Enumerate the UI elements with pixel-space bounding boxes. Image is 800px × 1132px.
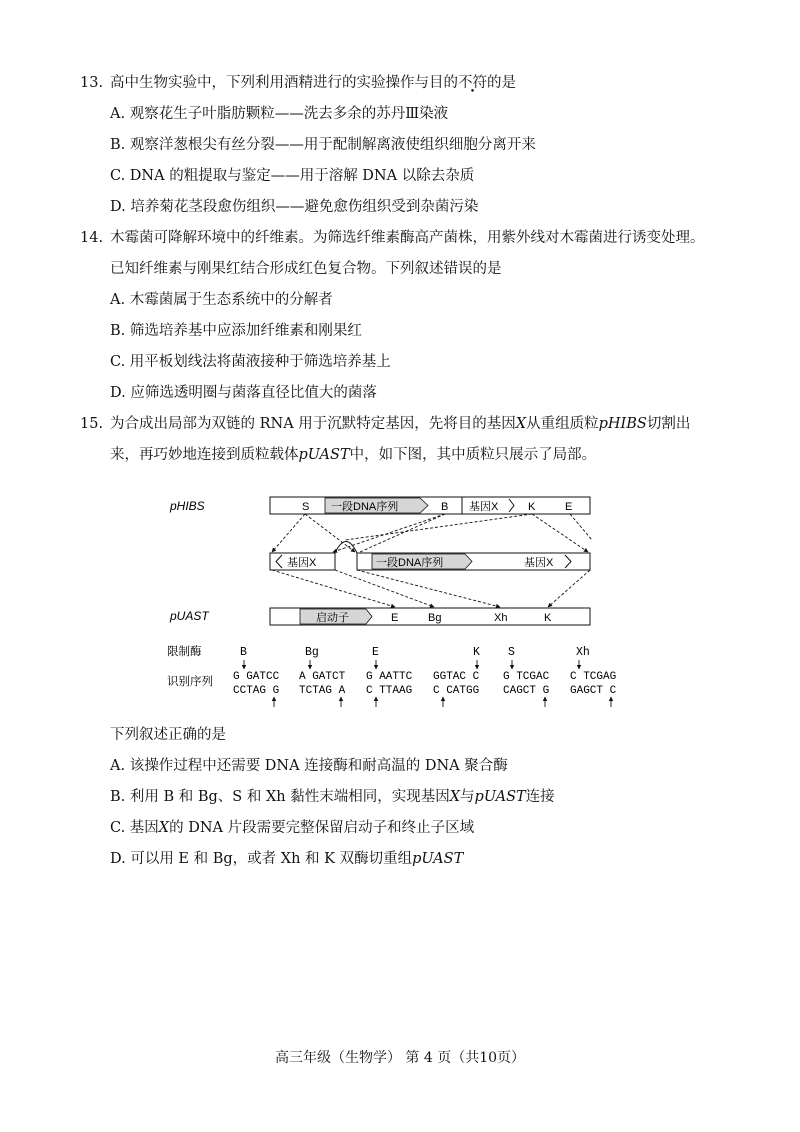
q14-option-c	[110, 352, 391, 372]
q15-option-d	[110, 849, 463, 869]
q14-option-b	[110, 321, 362, 341]
mid-seq-label: 一段DNA序列	[376, 557, 444, 569]
option-label: B.	[110, 137, 126, 153]
option-label: A.	[110, 106, 126, 122]
q14-stem-end: 的是	[472, 261, 502, 277]
option-label: C.	[110, 354, 126, 370]
option-label: D.	[110, 385, 126, 401]
option-label: D.	[110, 199, 126, 215]
stem-part: 来，再巧妙地连接到质粒载体	[110, 447, 299, 463]
option-text: 该操作过程中还需要 DNA 连接酶和耐高温的 DNA 聚合酶	[129, 758, 508, 774]
enzyme-name-k: K	[473, 646, 480, 659]
option-text: 基因	[129, 820, 159, 836]
stem-part: 为合成出局部为双链的 RNA 用于沉默特定基因，先将目的基因	[110, 416, 516, 432]
q13-option-d	[110, 197, 478, 217]
enzyme-table	[233, 646, 617, 707]
phibs-label: pHIBS	[170, 499, 205, 513]
promoter-label: 启动子	[316, 612, 349, 624]
enzyme-seq-top-xh: C TCGAG	[570, 671, 617, 683]
phibs-site-s: S	[302, 501, 310, 513]
option-label: B.	[110, 323, 126, 339]
option-text: 连接	[525, 789, 555, 805]
option-text: 筛选培养基中应添加纤维素和刚果红	[129, 323, 362, 339]
q14-stem-part: 已知纤维素与刚果红结合形成红色复合物。下列叙述	[110, 261, 444, 277]
phibs-site-k: K	[528, 501, 536, 513]
enzyme-seq-top-s: G TCGAC	[503, 671, 550, 683]
phibs-gene-label: 基因X	[469, 501, 499, 513]
puast-site-e: E	[391, 612, 399, 624]
enzyme-seq-bottom-k: C CATGG	[433, 685, 480, 697]
mid-right-gene-label: 基因X	[524, 557, 554, 569]
q13-option-c	[110, 166, 474, 186]
stem-italic: pUAST	[298, 447, 350, 463]
plasmid-diagram	[0, 480, 800, 720]
stem-part: 中，如下图，其中质粒只展示了局部。	[349, 447, 597, 463]
enzyme-seq-bottom-bg: TCTAG A	[299, 685, 346, 697]
phibs-bar	[270, 497, 590, 514]
q14-number: 14.	[80, 230, 104, 246]
enzyme-name-b: B	[240, 646, 247, 659]
q15-option-c	[110, 818, 474, 838]
phibs-site-e: E	[565, 501, 573, 513]
q14-option-d	[110, 383, 377, 403]
enzyme-seq-top-k: GGTAC C	[433, 671, 480, 683]
option-label: A.	[110, 292, 126, 308]
dashed-guides-top	[272, 514, 592, 552]
option-label: D.	[110, 851, 126, 867]
stem-italic: X	[515, 416, 527, 432]
option-text: DNA 的粗提取与鉴定——用于溶解 DNA 以除去杂质	[129, 168, 475, 184]
enzyme-name-bg: Bg	[305, 646, 319, 659]
puast-site-xh: Xh	[494, 612, 508, 624]
puast-site-k: K	[544, 612, 552, 624]
q13-option-a	[110, 104, 448, 124]
option-text: 利用 B 和 Bg、S 和 Xh 黏性末端相同，实现基因	[129, 789, 450, 805]
q15-option-a	[110, 756, 508, 776]
option-text: 的 DNA 片段需要完整保留启动子和终止子区域	[169, 820, 475, 836]
option-text: 观察洋葱根尖有丝分裂——用于配制解离液使组织细胞分离开来	[129, 137, 536, 153]
option-text: 观察花生子叶脂肪颗粒——洗去多余的苏丹Ⅲ染液	[129, 106, 449, 122]
q14-stem-emphasis: 错误	[443, 261, 473, 277]
option-italic: pUAST	[412, 851, 464, 867]
enzyme-name-e: E	[372, 646, 379, 659]
option-label: A.	[110, 758, 126, 774]
stem-italic: pHIBS	[598, 416, 647, 432]
option-label: B.	[110, 789, 126, 805]
enzyme-name-xh: Xh	[576, 646, 590, 659]
enzyme-seq-top-b: G GATCC	[233, 671, 280, 683]
q13-stem-part: 高中生物实验中，下列利用酒精进行的实验操作与目的	[110, 75, 458, 91]
q13-stem-end: 的是	[487, 75, 516, 91]
q15-stem-line1	[110, 414, 690, 434]
q13-number: 13.	[80, 75, 104, 91]
dashed-guides-bottom	[272, 570, 590, 607]
q14-stem-line1: 木霉菌可降解环境中的纤维素。为筛选纤维素酶高产菌株，用紫外线对木霉菌进行诱变处理。	[110, 230, 705, 246]
enzyme-seq-top-e: G AATTC	[366, 671, 413, 683]
q13-option-b	[110, 135, 536, 155]
option-italic: X	[449, 789, 461, 805]
option-label: C.	[110, 820, 126, 836]
puast-label: pUAST	[170, 609, 209, 623]
q13-stem-emphasis: 不符	[458, 75, 487, 91]
enzyme-seq-top-bg: A GATCT	[299, 671, 346, 683]
puast-site-bg: Bg	[428, 612, 442, 624]
option-text: 培养菊花茎段愈伤组织——避免愈伤组织受到杂菌污染	[130, 199, 479, 215]
enzyme-seq-bottom-xh: GAGCT C	[570, 685, 617, 697]
phibs-seq-label: 一段DNA序列	[331, 501, 399, 513]
option-text: 应筛选透明圈与菌落直径比值大的菌落	[130, 385, 377, 401]
q14-option-a	[110, 290, 333, 310]
q15-option-b	[110, 787, 555, 807]
phibs-site-b: B	[441, 501, 449, 513]
option-italic: X	[158, 820, 170, 836]
enzyme-seq-bottom-b: CCTAG G	[233, 685, 280, 697]
enzyme-seq-bottom-e: C TTAAG	[366, 685, 413, 697]
q14-stem-line2	[110, 259, 502, 279]
option-italic: pUAST	[474, 789, 526, 805]
q15-lead: 下列叙述正确的是	[110, 727, 226, 743]
option-text: 木霉菌属于生态系统中的分解者	[129, 292, 333, 308]
option-text: 用平板划线法将菌液接种于筛选培养基上	[129, 354, 391, 370]
option-text: 与	[460, 789, 475, 805]
q15-stem-line2	[110, 445, 596, 465]
page-footer: 高三年级（生物学） 第 4 页（共10页）	[274, 1050, 526, 1066]
enzyme-seq-bottom-s: CAGCT G	[503, 685, 550, 697]
option-label: C.	[110, 168, 126, 184]
enzyme-name-s: S	[508, 646, 515, 659]
enzyme-row-label: 限制酶	[167, 646, 202, 658]
stem-part: 从重组质粒	[526, 416, 599, 432]
mid-left-gene-label: 基因X	[287, 557, 317, 569]
q13-stem	[110, 73, 516, 93]
q15-number: 15.	[80, 416, 104, 432]
option-text: 可以用 E 和 Bg，或者 Xh 和 K 双酶切重组	[130, 851, 413, 867]
seq-row-label: 识别序列	[167, 676, 213, 688]
stem-part: 切割出	[646, 416, 691, 432]
